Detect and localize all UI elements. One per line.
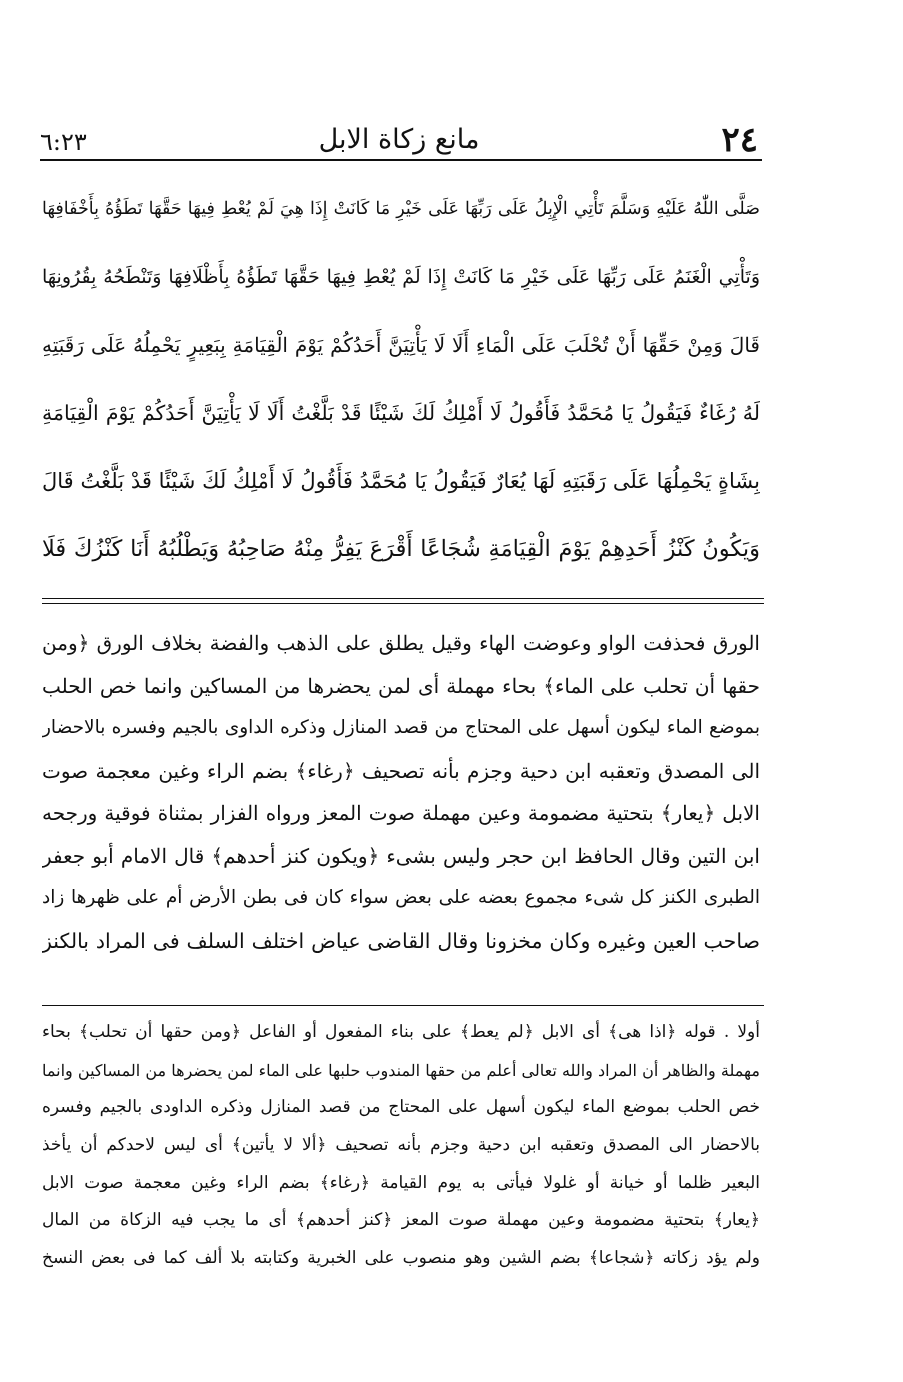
hadith-line: لَهُ رُغَاءٌ فَيَقُولُ يَا مُحَمَّدُ فَأَقُولُ لَا أَمْلِكُ لَكَ شَيْئًا قَدْ بَلَّغْتُ أَلَا لَا يَأْتِيَنَّ أَحَدُكُمْ يَوْمَ الْقِيَامَةِ [42,401,760,425]
hadith-line: بِشَاةٍ يَحْمِلُهَا عَلَى رَقَبَتِهِ لَهَا يُعَارٌ فَيَقُولُ يَا مُحَمَّدُ فَأَقُولُ لَا أَمْلِكُ لَكَ شَيْئًا قَدْ بَلَّغْتُ قَالَ [42,469,760,493]
commentary-line: بموضع الماء ليكون أسهل على المحتاج من قصد المنازل وذكره الداوى بالجيم وفسره بالاحضار [42,717,760,738]
commentary-line: الطبرى الكنز كل شىء مجموع بعضه على بعض سواء كان فى بطن الأرض أم على ظهرها زاد [42,887,760,908]
footnote-line: بالاحضار الى المصدق وتعقبه ابن دحية وجزم بأنه تصحيف ﴿ألا لا يأتين﴾ أى ليس لاحدكم أن يأخذ [42,1135,760,1156]
footnote-line: البعير ظلما أو خيانة أو غلولا فيأتى به يوم القيامة ﴿رغاء﴾ بضم الراء وغين معجمة صوت الابل [42,1172,760,1193]
section-divider-double [42,598,764,604]
section-divider [42,1005,764,1006]
commentary-line: حقها أن تحلب على الماء﴾ بحاء مهملة أى لمن يحضرها من المساكين وانما خص الحلب [42,673,760,698]
commentary-line: الورق فحذفت الواو وعوضت الهاء وقيل يطلق على الذهب والفضة بخلاف الورق ﴿ومن [42,631,760,655]
chapter-title: مانع زكاة الابل [318,124,480,155]
commentary-line: الى المصدق وتعقبه ابن دحية وجزم بأنه تصحيف ﴿رغاء﴾ بضم الراء وغين معجمة صوت [42,758,760,783]
footnote-line: ﴿يعار﴾ بتحتية مضمومة وعين مهملة صوت المعز ﴿كنز أحدهم﴾ أى ما يجب فيه الزكاة من المال [42,1210,760,1231]
hadith-reference: ٦:٢٣ [40,128,87,156]
page-number: ٢٤ [721,120,758,160]
hadith-line: قَالَ وَمِنْ حَقِّهَا أَنْ تُحْلَبَ عَلَى الْمَاءِ أَلَا لَا يَأْتِيَنَّ أَحَدُكُمْ يَوْمَ الْقِيَامَةِ بِبَعِيرٍ يَحْمِلُهُ عَلَى رَقَبَتِهِ [42,333,760,357]
hadith-line: صَلَّى اللّٰهُ عَلَيْهِ وَسَلَّمَ تَأْتِي الْإِبِلُ عَلَى رَبِّهَا عَلَى خَيْرِ مَا كَانَتْ إِذَا هِيَ لَمْ يُعْطِ فِيهَا حَقَّهَا تَطَؤُهُ بِأَخْفَافِهَا [42,199,760,219]
footnote-line: مهملة والظاهر أن المراد والله تعالى أعلم من حقها المندوب حلبها على الماء لمن يحضرها من المساكين وانما [42,1060,760,1080]
commentary-text [42,622,760,962]
commentary-line: صاحب العين وغيره وكان مخزونا وقال القاضى عياض اختلف السلف فى المراد بالكنز [42,928,760,953]
page-header [40,118,758,158]
footnote-line: أولا . قوله ﴿اذا هى﴾ أى الابل ﴿لم يعط﴾ على بناء المفعول أو الفاعل ﴿ومن حقها أن تحلب﴾ بحاء [42,1022,760,1042]
footnote-line: خص الحلب بموضع الماء ليكون أسهل على المحتاج من قصد المنازل وذكره الداودى بالجيم وفسره [42,1097,760,1118]
hadith-text [42,175,760,583]
hadith-line: وَتَأْتِي الْغَنَمُ عَلَى رَبِّهَا عَلَى خَيْرِ مَا كَانَتْ إِذَا لَمْ يُعْطِ فِيهَا حَقَّهَا تَطَؤُهُ بِأَظْلَافِهَا وَتَنْطَحُهُ بِقُرُونِهَا [42,266,760,288]
footnote-line: ولم يؤد زكاته ﴿شجاعا﴾ بضم الشين وهو منصوب على الخبرية وكتابته بلا ألف كما فى بعض النسخ [42,1248,760,1269]
commentary-line: ابن التين وقال الحافظ ابن حجر وليس بشىء ﴿ويكون كنز أحدهم﴾ قال الامام أبو جعفر [42,843,760,868]
footnote-text [42,1014,760,1278]
header-rule [40,159,762,161]
commentary-line: الابل ﴿يعار﴾ بتحتية مضمومة وعين مهملة صوت المعز ورواه الفزار بمثناة فوقية ورجحه [42,801,760,825]
hadith-line: وَيَكُونُ كَنْزُ أَحَدِهِمْ يَوْمَ الْقِيَامَةِ شُجَاعًا أَقْرَعَ يَفِرُّ مِنْهُ صَاحِبُهُ وَيَطْلُبُهُ أَنَا كَنْزُكَ فَلَا [42,536,760,562]
